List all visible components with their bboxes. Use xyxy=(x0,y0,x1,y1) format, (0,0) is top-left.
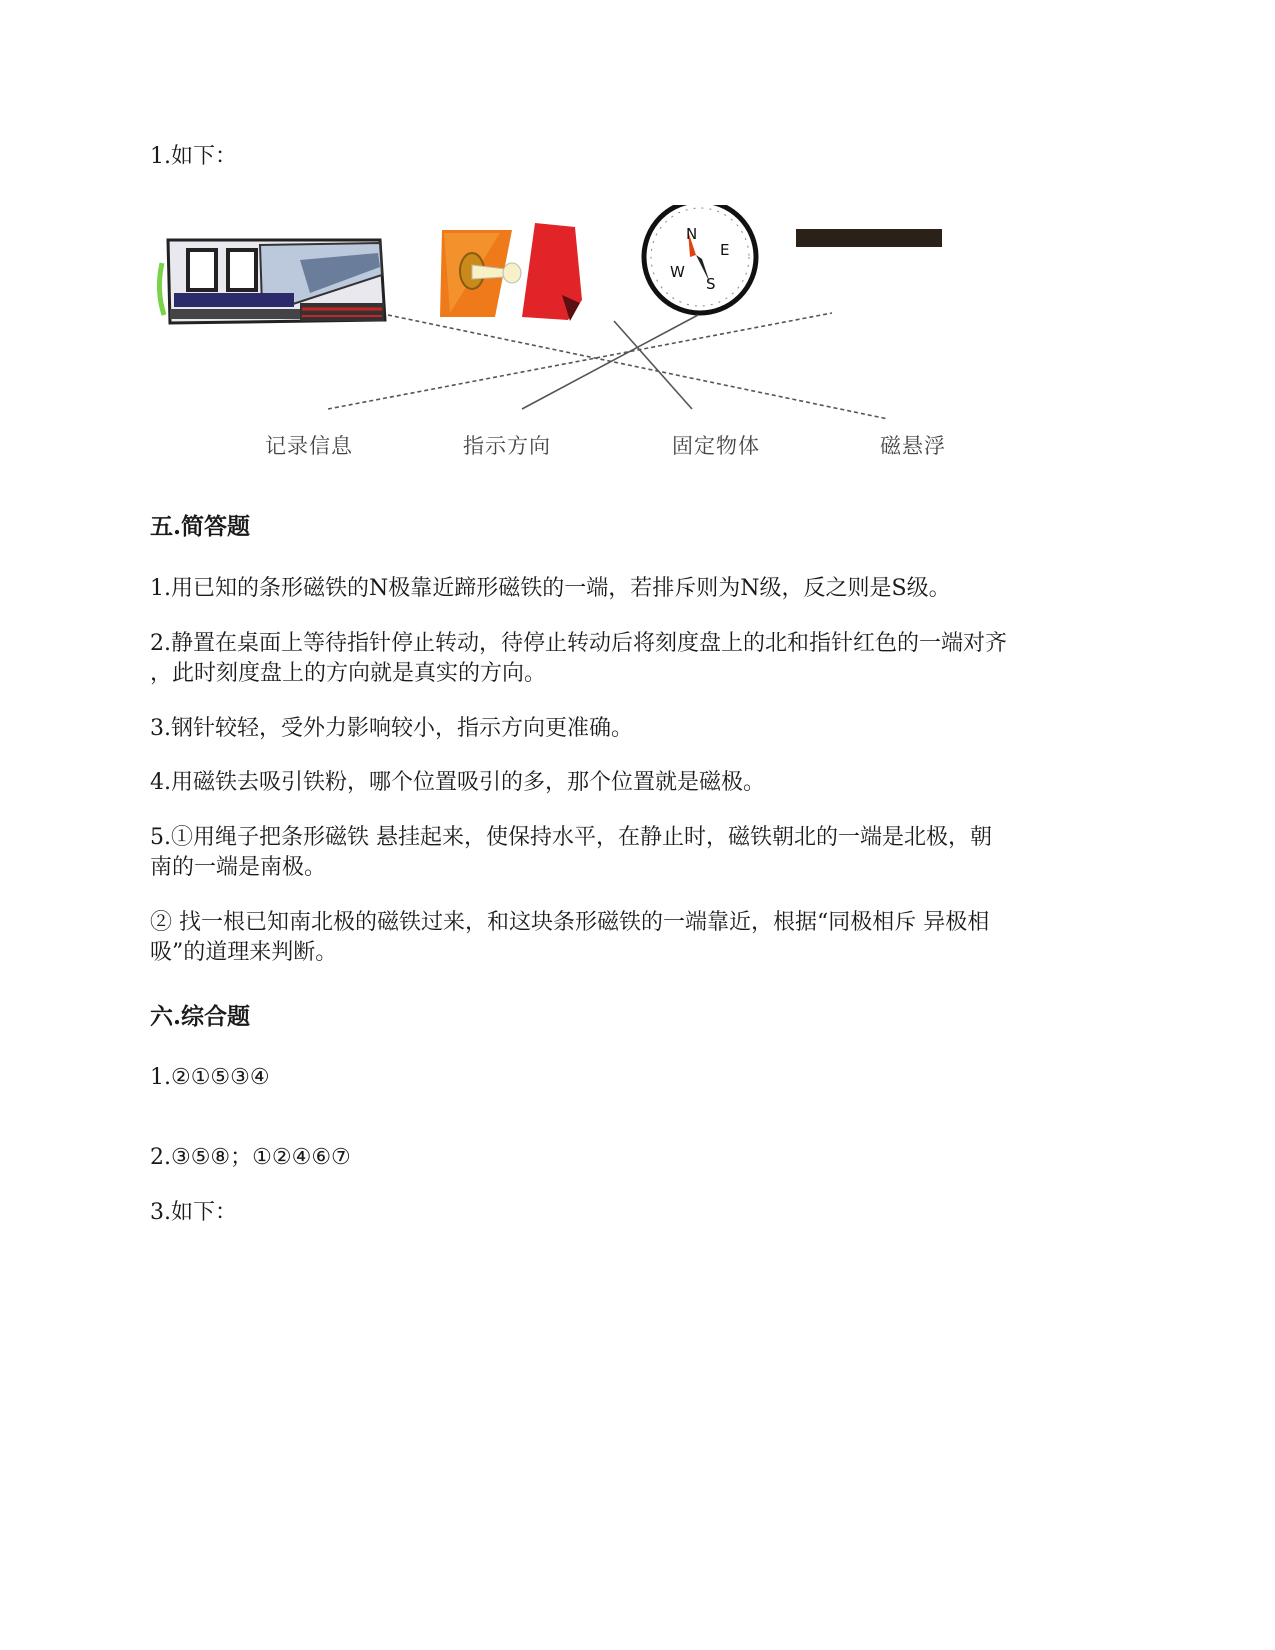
answer-1-label: 1.如下： xyxy=(150,144,237,169)
section-6-heading: 六.综合题 xyxy=(150,1003,251,1030)
caption-maglev: 磁悬浮 xyxy=(880,434,946,458)
answer-5-5b-line1: ② 找一根已知南北极的磁铁过来，和这块条形磁铁的一端靠近，根据“同极相斥 异极相 xyxy=(150,910,990,935)
magnet-holding-paper-image xyxy=(440,223,582,321)
answer-5-5-line2: 南的一端是南极。 xyxy=(150,855,327,880)
answer-5-4: 4.用磁铁去吸引铁粉，哪个位置吸引的多，那个位置就是磁极。 xyxy=(150,770,765,795)
compass-e: E xyxy=(720,241,730,259)
compass-n: N xyxy=(686,225,698,243)
caption-indicate-direction: 指示方向 xyxy=(463,434,551,458)
section-5-heading: 五.简答题 xyxy=(150,513,251,540)
answer-6-3: 3.如下： xyxy=(150,1200,237,1225)
answer-5-1: 1.用已知的条形磁铁的N极靠近蹄形磁铁的一端，若排斥则为N级，反之则是S级。 xyxy=(150,576,951,601)
matching-figure xyxy=(150,205,1000,475)
answer-6-1: 1.②①⑤③④ xyxy=(150,1065,270,1090)
compass-s: S xyxy=(706,275,716,293)
answer-5-5b-line2: 吸”的道理来判断。 xyxy=(150,940,338,965)
answer-5-5-line1: 5.①用绳子把条形磁铁 悬挂起来，使保持水平，在静止时，磁铁朝北的一端是北极，朝 xyxy=(150,825,992,850)
maglev-train-image xyxy=(159,240,385,323)
answer-5-3: 3.钢针较轻，受外力影响较小，指示方向更准确。 xyxy=(150,716,633,741)
answer-6-2: 2.③⑤⑧；①②④⑥⑦ xyxy=(150,1145,351,1170)
compass-w: W xyxy=(670,263,685,281)
compass-image xyxy=(644,205,756,313)
connector-lines xyxy=(328,313,888,419)
caption-record-info: 记录信息 xyxy=(265,434,353,458)
caption-fix-object: 固定物体 xyxy=(672,434,760,458)
black-bar-image xyxy=(796,229,942,247)
answer-5-2-line1: 2.静置在桌面上等待指针停止转动，待停止转动后将刻度盘上的北和指针红色的一端对齐 xyxy=(150,631,1007,656)
answer-5-2-line2: ，此时刻度盘上的方向就是真实的方向。 xyxy=(150,661,547,686)
